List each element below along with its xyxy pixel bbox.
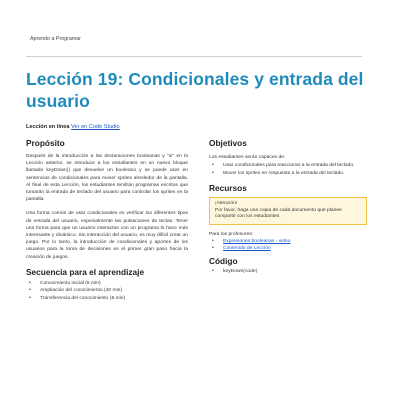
list-item: • Ampliación del conocimiento (40 min) xyxy=(26,287,188,295)
list-item: • Usar condicionales para reaccionar a la entrada del teclado. xyxy=(209,162,367,170)
secuencia-list xyxy=(26,280,188,303)
list-item: • Conocimiento inicial (5 min) xyxy=(26,280,188,288)
lesson-content-link[interactable]: Contenido de Lección xyxy=(223,246,271,252)
codigo-heading: Código xyxy=(209,256,238,266)
lesson-online-row xyxy=(26,124,120,130)
objetivos-intro: Los estudiantes serán capaces de: xyxy=(209,155,286,160)
code-studio-link[interactable]: Ver en Code Studio xyxy=(71,124,120,130)
secuencia-heading: Secuencia para el aprendizaje xyxy=(26,266,145,277)
left-column xyxy=(26,138,188,303)
list-item: • Mover los sprites en respuesta a la entrada del teclado. xyxy=(209,170,367,178)
proposito-paragraph-2: Una forma común de usar condicionales es verificar los diferentes tipos de entrada del usuario, especialmente las pulsaciones de teclas. Tener una forma para que un usuario interactúe con un programa lo hace más interesante y dinámico. Sin interacción del usuario, es muy difícil crear un juego. Por lo tanto, la introducción de condicionales y aportes de los usuarios para la toma de decisiones es el primer gran paso hacia la creación de juegos. xyxy=(26,211,188,260)
attention-callout xyxy=(209,197,367,224)
proposito-heading: Propósito xyxy=(26,138,65,148)
list-item: • Transferencia del conocimiento (5 min) xyxy=(26,295,188,303)
list-item xyxy=(209,245,367,253)
callout-text: Por favor, haga una copia de cada documento que planee compartir con los estudiantes. xyxy=(215,207,342,220)
boolean-video-link[interactable]: Expresiones booleanas - video xyxy=(223,238,291,244)
course-header-label: Aprendo a Programar xyxy=(30,36,81,42)
header-divider xyxy=(26,56,362,57)
proposito-paragraph-1: Después de la introducción a las declaraciones booleanas y "si" en la Lección anterior, se introduce a los estudiantes en un nuevo bloque llamado keyDown() que devuelve un booleano y se puede usar en sentencias de condicionales para mover sprites alrededor de la pantalla. Al final de esta Lección, los estudiantes tendrán programas escritos que tomarán la entrada de teclado del usuario para controlar los sprites en la pantalla. xyxy=(26,154,188,203)
lesson-online-label: Lección en línea xyxy=(26,124,70,130)
recursos-links-list xyxy=(209,238,367,253)
objetivos-heading: Objetivos xyxy=(209,138,247,148)
callout-title: ¡Atención! xyxy=(215,201,238,207)
page-title: Lección 19: Condicionales y entrada del usuario xyxy=(26,69,364,111)
codigo-list xyxy=(209,268,367,276)
recursos-heading: Recursos xyxy=(209,183,247,194)
list-item: • keyDown(code) xyxy=(209,268,367,276)
profesores-label: Para los profesores: xyxy=(209,231,254,237)
right-column xyxy=(209,138,367,276)
list-item xyxy=(209,238,367,246)
objetivos-list xyxy=(209,162,367,177)
